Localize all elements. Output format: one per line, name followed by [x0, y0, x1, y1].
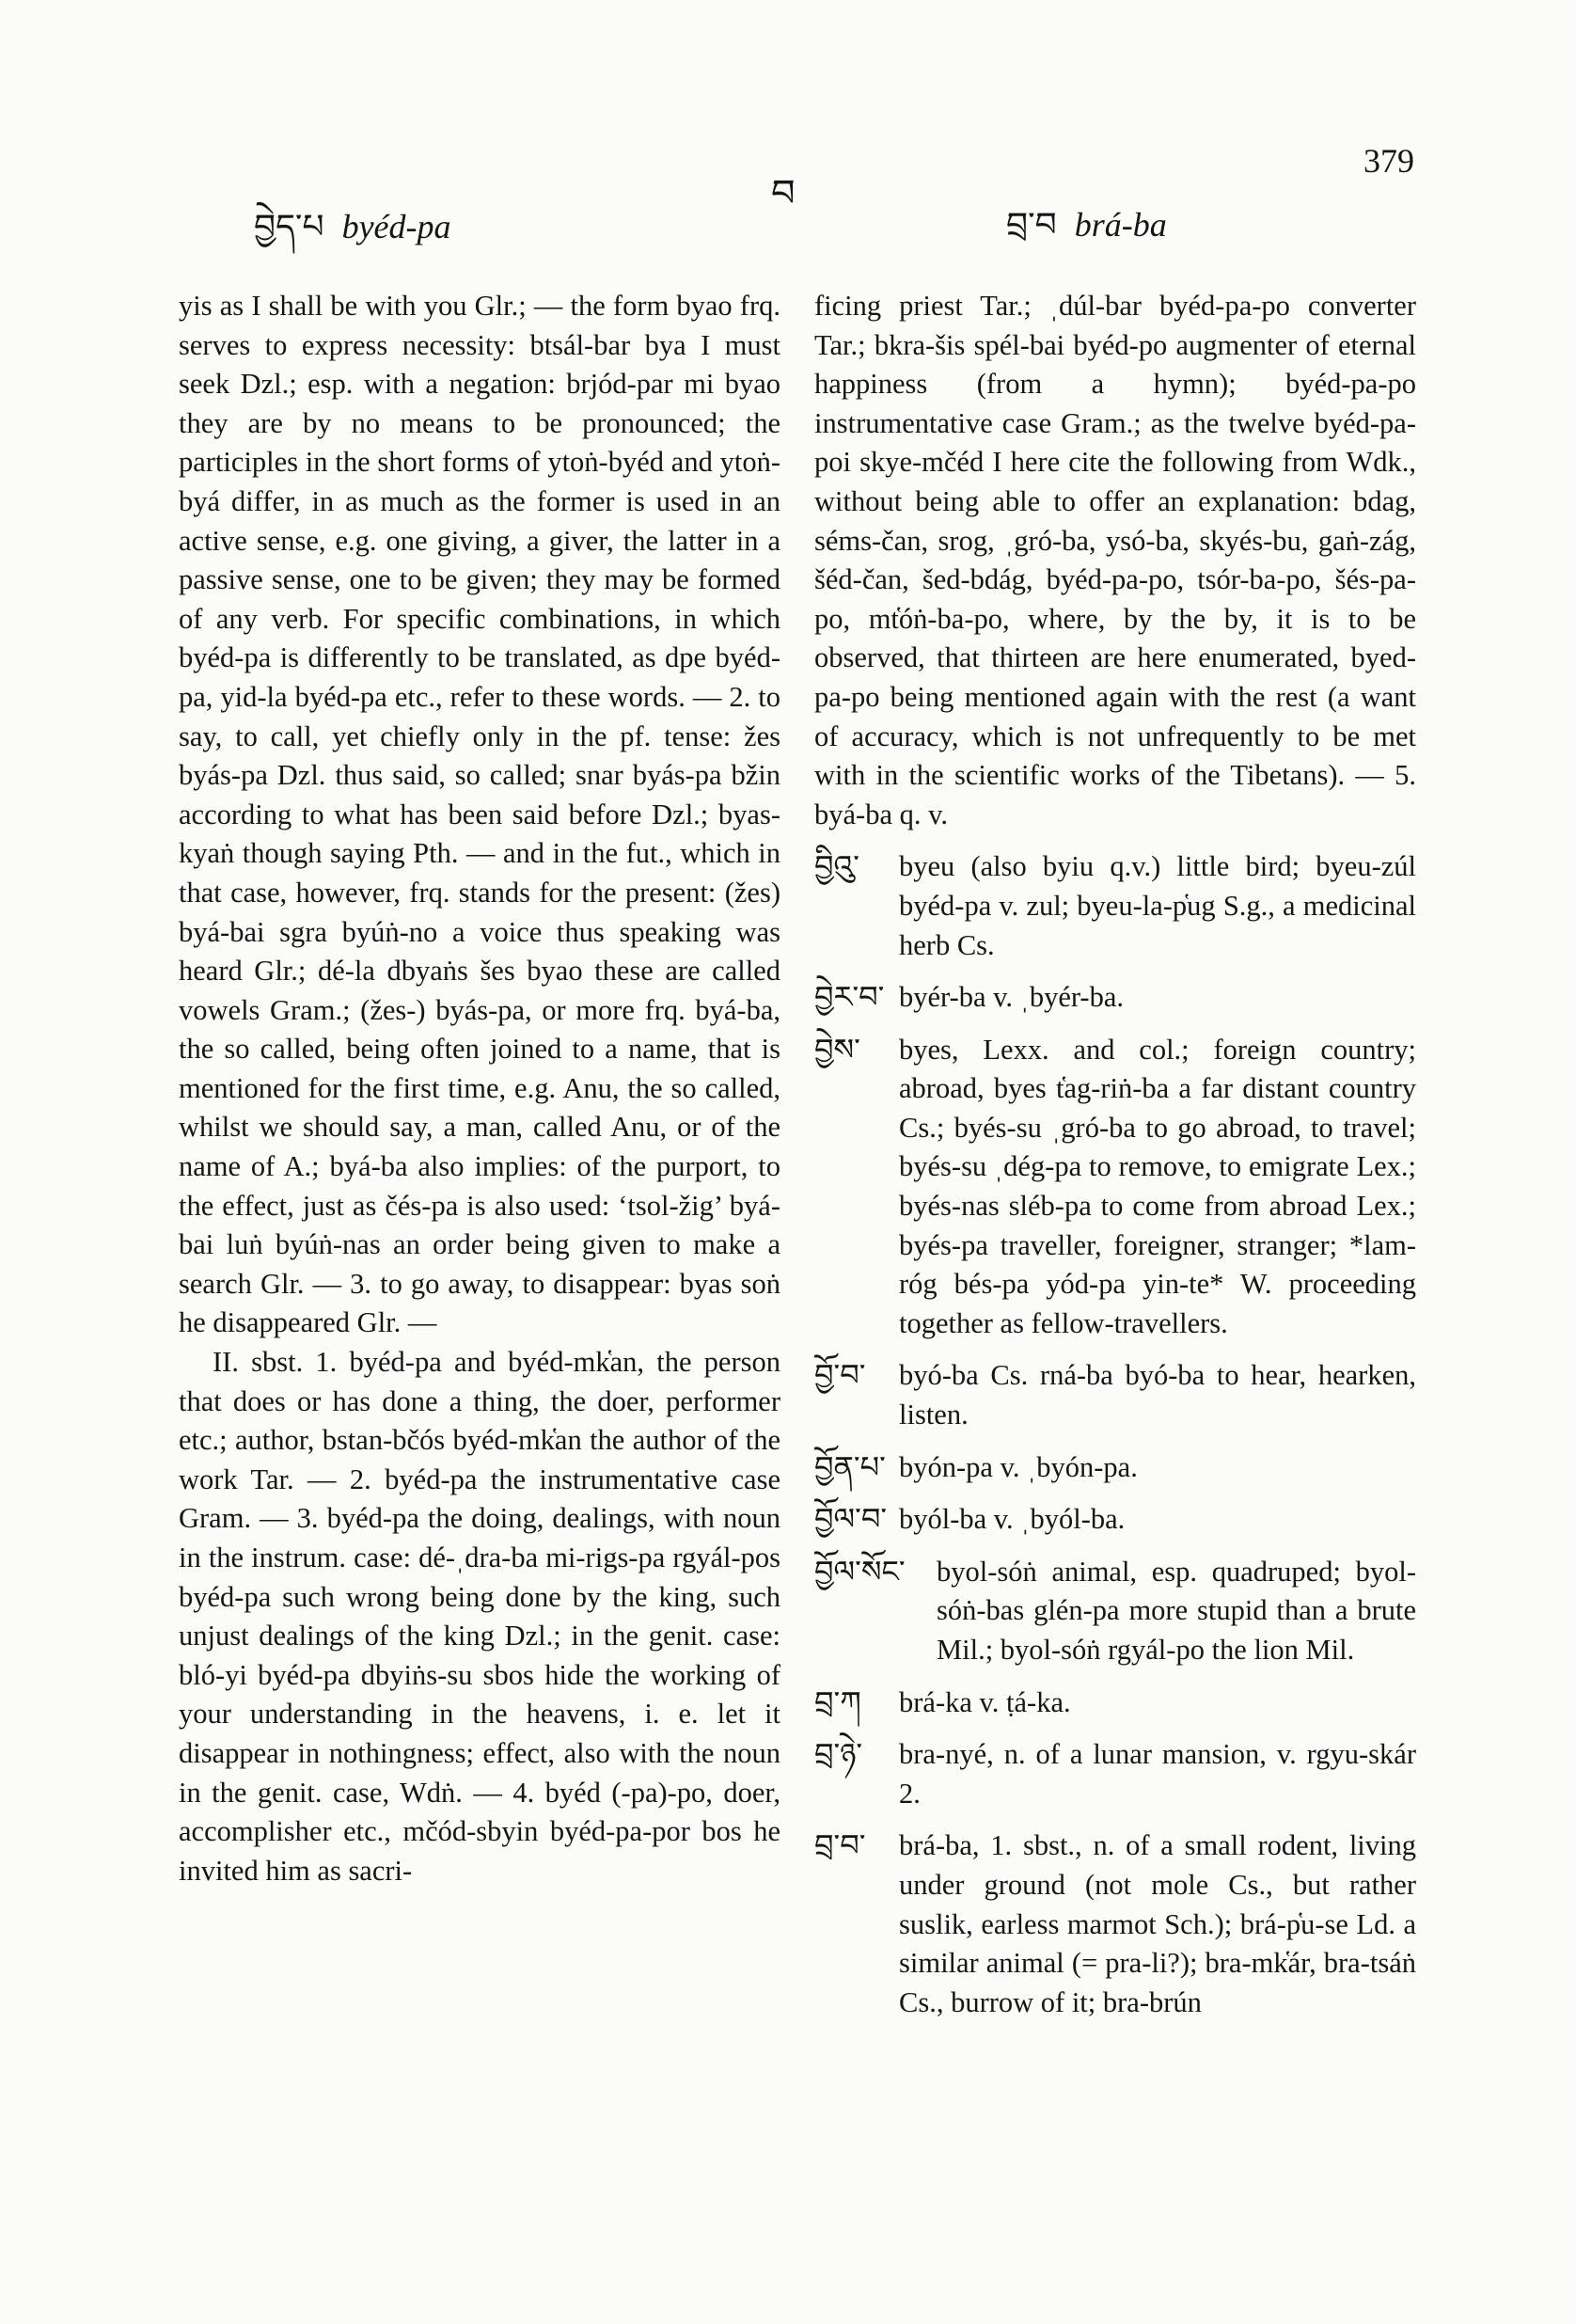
entry-headword: བྱིའུ་ [814, 848, 860, 885]
running-head-left-label: byéd-pa [341, 208, 451, 245]
entry-byo-ba [814, 1356, 1416, 1434]
running-head-left-tibetan: བྱེད་པ [254, 208, 324, 246]
entry-headword: བྱེས་ [814, 1031, 860, 1067]
entry-bra-ba [814, 1826, 1416, 2022]
right-continuation: ficing priest Tar.; ˌdúl-bar byéd-pa-po converter Tar.; bkra-šis spél-bai byéd-po augmenter of eternal happiness (from a hymn); byéd-pa-po instrumentative case Gram.; as the twelve byéd-pa-poi skye-mčéd I here cite the following from Wdk., without being able to offer an explanation: bdag, séms-čan, srog, ˌgró-ba, ysó-ba, skyés-bu, gaṅ-zág, šéd-čan, šed-bdág, byéd-pa-po, tsór-ba-po, šés-pa-po, mt̔óṅ-ba-po, where, by the by, it is to be observed, that thirteen are here enumerated, byed-pa-po being mentioned again with the rest (a want of accuracy, which is not unfrequently to be met with in the scientific works of the Tibetans). — 5. byá-ba q. v. [814, 290, 1416, 830]
entry-headword: བྱོལ་བ་ [814, 1501, 888, 1538]
right-column [814, 287, 1416, 2022]
entry-headword: བྱོ་བ་ [814, 1357, 866, 1394]
entry-byon-pa [814, 1448, 1416, 1488]
entry-byes [814, 1031, 1416, 1344]
running-head-right-label: brá-ba [1074, 206, 1167, 244]
entry-text: byes, Lexx. and col.; foreign country; abroad, byes t̔ag-riṅ-ba a far distant country Cs.; byés-su ˌgró-ba to go abroad, to travel; byés-su ˌdég-pa to remove, to emigrate Lex.; byés-nas sléb-pa to come from abroad Lex.; byés-pa traveller, foreigner, stranger; *lam-róg bés-pa yód-pa yin-te* W. proceeding together as fellow-travellers. [899, 1033, 1416, 1339]
running-head-right-tibetan: བྲ་བ [1006, 206, 1057, 245]
entry-text: brá-ba, 1. sbst., n. of a small rodent, living under ground (not mole Cs., but rather suslik, earless marmot Sch.); brá-p̔u-se Ld. a similar animal (= pra-li?); bra-mk̔ár, bra-tsáṅ Cs., burrow of it; bra-brún [899, 1829, 1416, 2018]
page-number: 379 [1363, 142, 1414, 180]
running-head-right [1006, 186, 1167, 282]
left-paragraph-1: yis as I shall be with you Glr.; — the form byao frq. serves to express necessity: btsál-bar bya I must seek Dzl.; esp. with a negation: brjód-par mi byao they are by no means to be pronounced; the participles in the short forms of ytoṅ-byéd and ytoṅ-byá differ, in as much as the former is used in an active sense, e.g. one giving, a giver, the latter in a passive sense, one to be given; they may be formed of any verb. For specific combinations, in which byéd-pa is differently to be translated, as dpe byéd-pa, yid-la byéd-pa etc., refer to these words. — 2. to say, to call, yet chiefly only in the pf. tense: žes byás-pa Dzl. thus said, so called; snar byás-pa bžin according to what has been said before Dzl.; byas-kyaṅ though saying Pth. — and in the fut., which in that case, however, frq. stands for the present: (žes) byá-bai sgra byúṅ-no a voice thus speaking was heard Glr.; dé-la dbyaṅs šes byao these are called vowels Gram.; (žes-) byás-pa, or more frq. byá-ba, the so called, being often joined to a name, that is mentioned for the first time, e.g. Anu, the so called, whilst we should say, a man, called Anu, or of the name of A.; byá-ba also implies: of the purport, to the effect, just as čés-pa is also used: ‘tsol-žig’ byá-bai luṅ byúṅ-nas an order being given to make a search Glr. — 3. to go away, to disappear: byas soṅ he disappeared Glr. — [179, 290, 780, 1339]
left-column [179, 287, 780, 1890]
entry-text: brá-ka v. ṭá-ka. [899, 1685, 1071, 1718]
entry-text: bra-nyé, n. of a lunar mansion, v. rgyu-skár 2. [899, 1738, 1416, 1810]
entry-bra-nye [814, 1735, 1416, 1813]
entry-headword: བྲ་ཉེ་ [814, 1736, 863, 1773]
page-header [0, 0, 1576, 245]
left-paragraph-2: II. sbst. 1. byéd-pa and byéd-mk̔an, the person that does or has done a thing, the doer, performer etc.; author, bstan-bčós byéd-mk̔an the author of the work Tar. — 2. byéd-pa the instrumentative case Gram. — 3. byéd-pa the doing, dealings, with noun in the instrum. case: dé-ˌdra-ba mi-rigs-pa rgyál-pos byéd-pa such wrong being done by the king, such unjust dealings of the king Dzl.; in the genit. case: bló-yi byéd-pa dbyiṅs-su sbos hide the working of your understanding in the heavens, i. e. let it disappear in nothingness; effect, also with the noun in the genit. case, Wdṅ. — 4. byéd (-pa)-po, doer, accomplisher etc., mčód-sbyin byéd-pa-por bos he invited him as sacri- [179, 1346, 780, 1887]
entry-text: byér-ba v. ˌbyér-ba. [899, 981, 1124, 1014]
entry-headword: བྱོལ་སོང་ [814, 1553, 906, 1589]
entry-byol-son [814, 1553, 1416, 1670]
entry-headword: བྲ་ཀ [814, 1684, 861, 1720]
entry-byol-ba [814, 1500, 1416, 1540]
entry-text: byeu (also byiu q.v.) little bird; byeu-zúl byéd-pa v. zul; byeu-la-p̔ug S.g., a medicinal herb Cs. [899, 850, 1416, 961]
section-letter: བ [771, 172, 796, 215]
entry-text: byol-sóṅ animal, esp. quadruped; byol-sóṅ-bas glén-pa more stupid than a brute Mil.; byol-sóṅ rgyál-po the lion Mil. [937, 1555, 1416, 1666]
entry-bra-ka [814, 1684, 1416, 1723]
entry-text: byó-ba Cs. rná-ba byó-ba to hear, hearken, listen. [899, 1359, 1416, 1431]
entry-byer-ba [814, 978, 1416, 1018]
running-head-left [254, 188, 451, 284]
entry-headword: བྱོན་པ་ [814, 1448, 886, 1485]
entry-text: byón-pa v. ˌbyón-pa. [899, 1450, 1138, 1483]
entry-headword: བྱེར་བ་ [814, 979, 885, 1016]
entry-headword: བྲ་བ་ [814, 1827, 866, 1864]
entry-text: byól-ba v. ˌbyól-ba. [899, 1503, 1126, 1536]
entry-byeu [814, 847, 1416, 965]
